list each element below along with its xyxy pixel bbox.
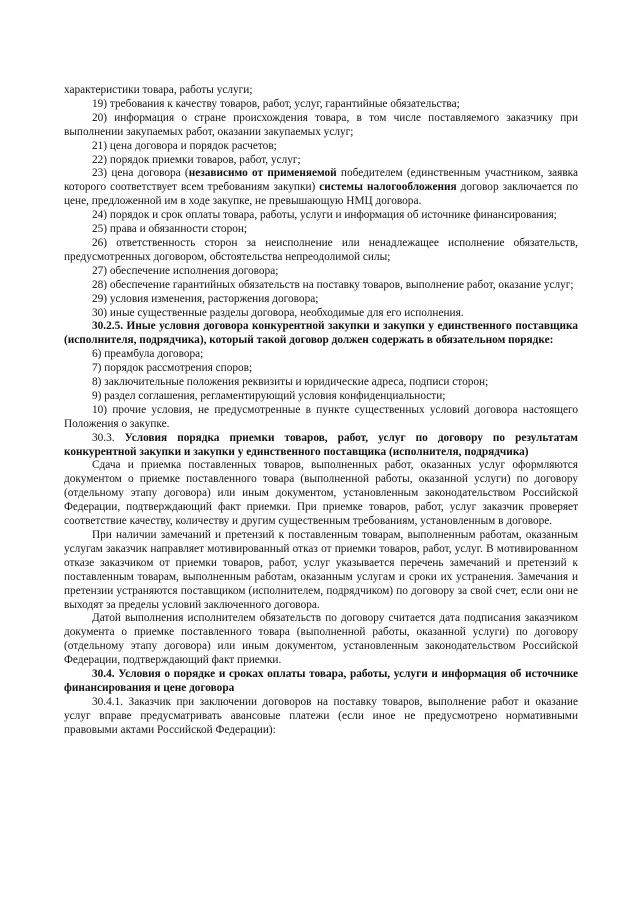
section-heading [64, 432, 578, 460]
paragraph: 30.4.1. Заказчик при заключении договоров на поставку товаров, выполнение работ и оказание услуг вправе предусматривать авансовые платежи (если иное не предусмотрено нормативными правовыми актами Российской Федерации): [64, 695, 578, 736]
list-item: 25) права и обязанности сторон; [92, 223, 248, 236]
document-page [64, 84, 578, 738]
list-item: 30) иные существенные разделы договора, необходимые для его исполнения. [92, 306, 464, 319]
list-item: 27) обеспечение исполнения договора; [92, 264, 279, 277]
section-heading: 30.4. Условия о порядке и сроках оплаты товара, работы, услуги и информация об источнике финансирования и цене договора [64, 668, 578, 694]
bold-text: системы налогообложения [319, 181, 457, 194]
text-run: победителем (единственным участником, заявка которого соответствует всем требованиям закупки) [64, 167, 578, 194]
list-item: 22) порядок приемки товаров, работ, услуг; [92, 153, 301, 166]
list-item: 19) требования к качеству товаров, работ, услуг, гарантийные обязательства; [92, 97, 460, 110]
list-item [64, 167, 578, 209]
bold-text: Условия порядка приемки товаров, работ, услуг по договору по результатам конкурентной закупки и закупки у единственного поставщика (исполнителя, подрядчика) [64, 431, 578, 458]
list-item: 28) обеспечение гарантийных обязательств на поставку товаров, выполнение работ, оказание услуг; [92, 278, 574, 291]
list-item: 26) ответственность сторон за неисполнение или ненадлежащее исполнение обязательств, предусмотренных договором, обстоятельства непреодолимой силы; [64, 236, 578, 263]
list-item: 21) цена договора и порядок расчетов; [92, 139, 277, 152]
list-item: характеристики товара, работы услуги; [64, 84, 253, 96]
bold-text: независимо от применяемой [188, 167, 337, 180]
section-heading: 30.2.5. Иные условия договора конкурентной закупки и закупки у единственного поставщика (исполнителя, подрядчика), который такой договор должен содержать в обязательном порядке: [64, 320, 578, 347]
section-number: 30.3. [92, 431, 125, 444]
text-run: 23) цена договора ( [92, 167, 189, 180]
list-item: 6) преамбула договора; [92, 348, 204, 361]
text-run: договор заключается по цене, предложенной им в ходе закупке, не превышающую НМЦ договора. [64, 181, 578, 208]
list-item: 10) прочие условия, не предусмотренные в пункте существенных условий договора настоящего Положения о закупке. [64, 403, 578, 430]
list-item: 8) заключительные положения реквизиты и юридические адреса, подписи сторон; [92, 376, 489, 389]
list-item: 24) порядок и срок оплаты товара, работы, услуги и информация об источнике финансирования; [92, 209, 557, 222]
paragraph: Сдача и приемка поставленных товаров, выполненных работ, оказанных услуг оформляются документом о приемке поставленного товара (выполненной работы, оказанной услуги) по договору (отдельному этапу договора) или иным документом, установленным законодательством Российской Федерации, подтверждающий факт приемки. При приемке товаров, работ, услуг заказчик проверяет соответствие качеству, количеству и другим существенным требованиям, установленным в договоре. [64, 459, 578, 528]
paragraph: При наличии замечаний и претензий к поставленным товарам, выполненным работам, оказанным услугам заказчик направляет мотивированный отказ от приемки товаров, работ, услуг. В мотивированном отказе заказчиком от приемки товаров, работ, услуг указывается перечень замечаний и претензий к поставленным товарам, выполненным работам, оказанным услугам и сроки их устранения. Замечания и претензии устраняются поставщиком (исполнителем, подрядчиком) по договору за свой счет, если они не выходят за пределы условий заключенного договора. [64, 529, 578, 611]
list-item: 9) раздел соглашения, регламентирующий условия конфиденциальности; [92, 389, 446, 402]
list-item: 29) условия изменения, расторжения договора; [92, 292, 319, 305]
list-item: 7) порядок рассмотрения споров; [92, 362, 253, 375]
paragraph: Датой выполнения исполнителем обязательств по договору считается дата подписания заказчиком документа о приемке поставленного товара (выполненной работы, оказанной услуги) по договору (отдельному этапу договора) или иным документом, установленным законодательством Российской Федерации, подтверждающий факт приемки. [64, 612, 578, 667]
list-item: 20) информация о стране происхождения товара, в том числе поставляемого заказчику при выполнении закупаемых работ, оказании закупаемых услуг; [64, 111, 578, 138]
